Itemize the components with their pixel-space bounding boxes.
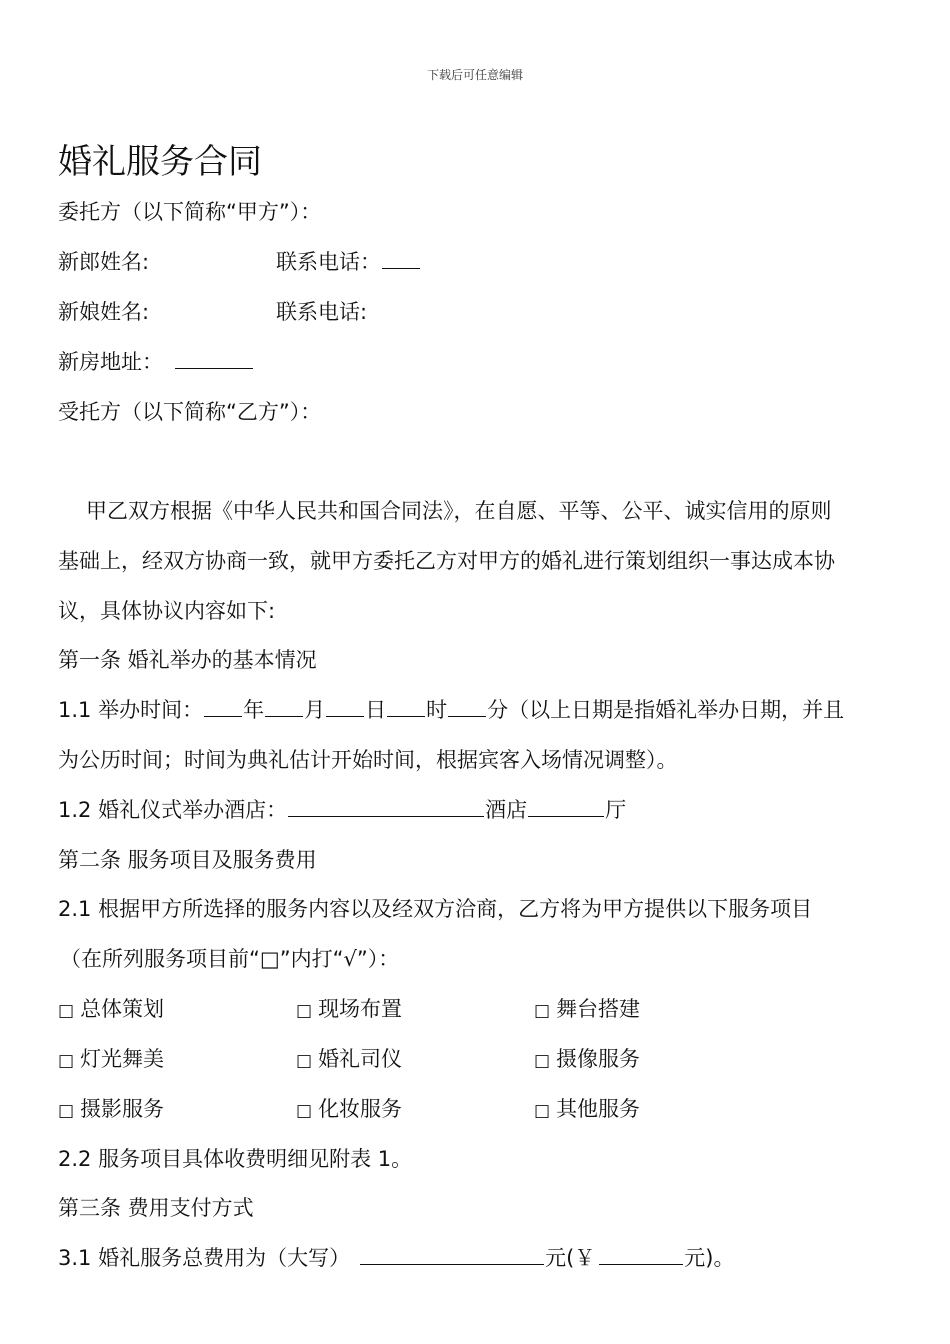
intro-line-1: 甲乙双方根据《中华人民共和国合同法》，在自愿、平等、公平、诚实信用的原则 <box>86 499 832 523</box>
service-label: 摄像服务 <box>556 1047 641 1071</box>
address-field[interactable] <box>175 348 253 369</box>
service-label: 总体策划 <box>80 997 165 1021</box>
fee-mid: 元(￥ <box>545 1246 596 1270</box>
unit-minute: 分 <box>487 698 509 722</box>
hall-label: 厅 <box>605 798 627 822</box>
groom-name-label: 新郎姓名: <box>58 250 150 274</box>
hall-field[interactable] <box>528 796 604 817</box>
address-line <box>58 347 254 377</box>
service-checkbox[interactable] <box>58 994 164 1026</box>
hotel-field[interactable] <box>288 796 484 817</box>
month-field[interactable] <box>265 696 303 717</box>
service-label: 现场布置 <box>318 997 403 1021</box>
groom-phone-label: 联系电话： <box>276 250 381 274</box>
article3-heading: 第三条 费用支付方式 <box>58 1196 254 1220</box>
minute-field[interactable] <box>448 696 486 717</box>
checkbox-icon: □ <box>296 1051 313 1071</box>
client-line: 委托方（以下简称“甲方”）： <box>58 200 322 224</box>
address-label: 新房地址： <box>58 350 163 374</box>
service-checkbox[interactable] <box>58 1044 164 1076</box>
checkbox-icon: □ <box>58 1101 75 1121</box>
unit-day: 日 <box>365 698 387 722</box>
agent-line: 受托方（以下简称“乙方”）： <box>58 400 322 424</box>
intro-line-2: 基础上，经双方协商一致，就甲方委托乙方对甲方的婚礼进行策划组织一事达成本协 <box>58 549 835 573</box>
service-checkbox[interactable] <box>534 1094 640 1126</box>
article1-heading: 第一条 婚礼举办的基本情况 <box>58 648 317 672</box>
checkbox-icon: □ <box>534 1001 551 1021</box>
checkbox-icon: □ <box>58 1001 75 1021</box>
service-checkbox[interactable] <box>534 1044 640 1076</box>
service-label: 舞台搭建 <box>556 997 641 1021</box>
hotel-label: 酒店 <box>485 798 528 822</box>
service-checkbox[interactable] <box>296 994 402 1026</box>
service-label: 婚礼司仪 <box>318 1047 403 1071</box>
service-checkbox[interactable] <box>296 1094 402 1126</box>
item1-suffix: （以上日期是指婚礼举办日期，并且 <box>508 698 845 722</box>
document-title: 婚礼服务合同 <box>58 142 262 182</box>
year-field[interactable] <box>204 696 242 717</box>
article1-item1-line2: 为公历时间；时间为典礼估计开始时间，根据宾客入场情况调整）。 <box>58 748 678 772</box>
unit-year: 年 <box>243 698 265 722</box>
page-header: 下载后可任意编辑 <box>426 68 523 82</box>
article2-item2: 2.2 服务项目具体收费明细见附表 1。 <box>58 1147 413 1171</box>
unit-hour: 时 <box>426 698 448 722</box>
checkbox-icon: □ <box>534 1101 551 1121</box>
checkbox-icon: □ <box>296 1001 313 1021</box>
service-label: 化妆服务 <box>318 1097 403 1121</box>
hour-field[interactable] <box>387 696 425 717</box>
article2-heading: 第二条 服务项目及服务费用 <box>58 848 317 872</box>
service-label: 灯光舞美 <box>80 1047 165 1071</box>
bride-name-label: 新娘姓名: <box>58 300 150 324</box>
day-field[interactable] <box>326 696 364 717</box>
service-checkbox[interactable] <box>296 1044 402 1076</box>
bride-phone-label: 联系电话: <box>276 300 368 324</box>
fee-suffix: 元)。 <box>684 1246 735 1270</box>
article1-item2 <box>58 795 626 825</box>
service-checkbox[interactable] <box>58 1094 164 1126</box>
fee-prefix: 3.1 婚礼服务总费用为（大写） <box>58 1246 351 1270</box>
checkbox-icon: □ <box>534 1051 551 1071</box>
intro-line-3: 议，具体协议内容如下: <box>58 599 276 623</box>
service-label: 其他服务 <box>556 1097 641 1121</box>
article2-item1-line1: 2.1 根据甲方所选择的服务内容以及经双方洽商，乙方将为甲方提供以下服务项目 <box>58 897 813 921</box>
article3-item1 <box>58 1243 734 1273</box>
checkbox-icon: □ <box>58 1051 75 1071</box>
fee-words-field[interactable] <box>360 1244 544 1265</box>
unit-month: 月 <box>304 698 326 722</box>
checkbox-icon: □ <box>296 1101 313 1121</box>
article2-item1-line2: （在所列服务项目前“□”内打“√”）： <box>60 947 400 971</box>
fee-number-field[interactable] <box>599 1244 683 1265</box>
service-label: 摄影服务 <box>80 1097 165 1121</box>
groom-phone-field[interactable] <box>382 248 420 269</box>
groom-phone <box>276 247 421 277</box>
service-checkbox[interactable] <box>534 994 640 1026</box>
item1-prefix: 1.1 举办时间： <box>58 698 204 722</box>
article1-item1 <box>58 695 844 725</box>
item2-prefix: 1.2 婚礼仪式举办酒店： <box>58 798 288 822</box>
